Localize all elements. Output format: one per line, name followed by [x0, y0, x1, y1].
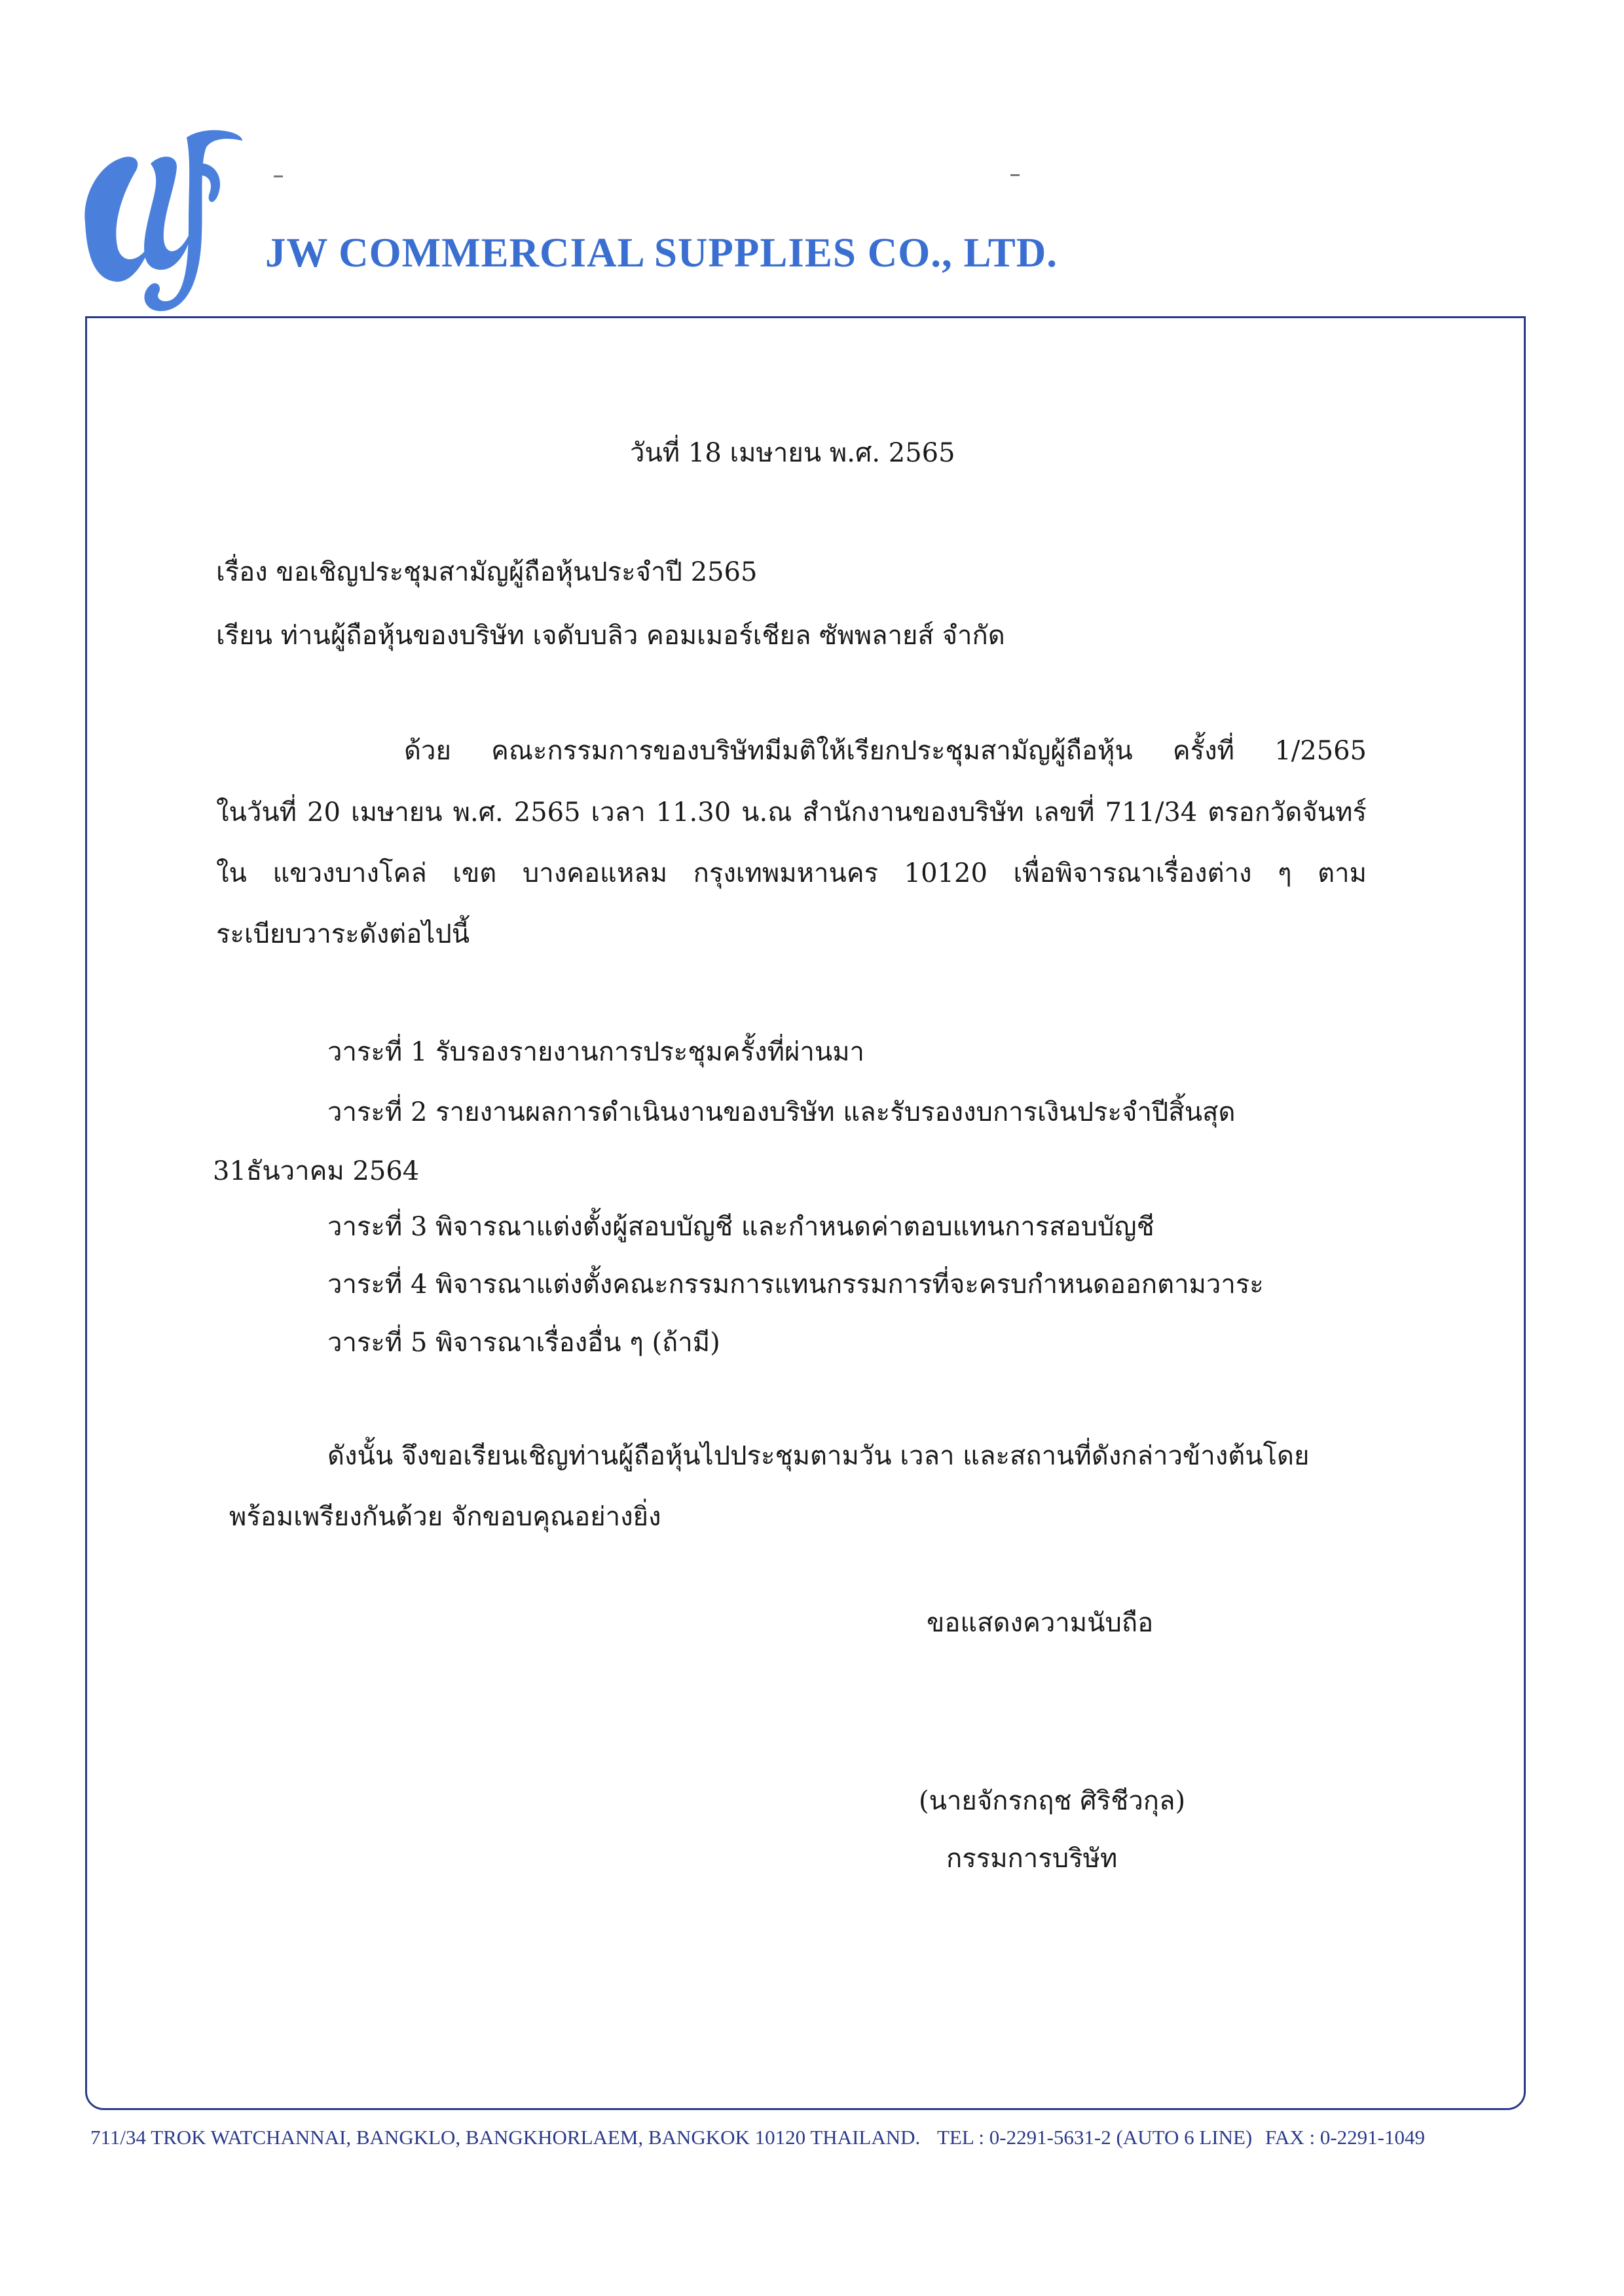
body-line: ระเบียบวาระดังต่อไปนี้: [216, 919, 470, 949]
sign-off: ขอแสดงความนับถือ: [927, 1608, 1154, 1638]
footer-address: 711/34 TROK WATCHANNAI, BANGKLO, BANGKHORLAEM, BANGKOK 10120 THAILAND.: [90, 2126, 921, 2149]
agenda-item: วาระที่ 2 รายงานผลการดำเนินงานของบริษัท และรับรองงบการเงินประจำปีสิ้นสุด: [327, 1097, 1236, 1127]
scan-speck: [274, 175, 283, 177]
agenda-item: วาระที่ 3 พิจารณาแต่งตั้งผู้สอบบัญชี และกำหนดค่าตอบแทนการสอบบัญชี: [327, 1212, 1154, 1242]
letter-date: วันที่ 18 เมษายน พ.ศ. 2565: [630, 438, 955, 468]
closing-line: ดังนั้น จึงขอเรียนเชิญท่านผู้ถือหุ้นไปประชุมตามวัน เวลา และสถานที่ดังกล่าวข้างต้นโดย: [327, 1441, 1310, 1471]
footer-contact: [90, 2126, 1538, 2149]
company-name: JW COMMERCIAL SUPPLIES CO., LTD.: [265, 230, 1058, 276]
letter-subject: เรื่อง ขอเชิญประชุมสามัญผู้ถือหุ้นประจำปี 2565: [216, 557, 758, 587]
footer-tel: TEL : 0-2291-5631-2 (AUTO 6 LINE): [937, 2126, 1253, 2149]
signatory-name: (นายจักรกฤช ศิริชีวกุล): [919, 1786, 1186, 1816]
body-line: ในวันที่ 20 เมษายน พ.ศ. 2565 เวลา 11.30 น.ณ สำนักงานของบริษัท เลขที่ 711/34 ตรอกวัดจันทร์: [216, 797, 1367, 828]
footer-fax: FAX : 0-2291-1049: [1265, 2126, 1425, 2149]
body-line: ใน แขวงบางโคล่ เขต บางคอแหลม กรุงเทพมหานคร 10120 เพื่อพิจารณาเรื่องต่าง ๆ ตาม: [216, 858, 1367, 888]
agenda-item: วาระที่ 1 รับรองรายงานการประชุมครั้งที่ผ่านมา: [327, 1037, 865, 1067]
closing-line: พร้อมเพรียงกันด้วย จักขอบคุณอย่างยิ่ง: [229, 1502, 661, 1532]
scan-speck: [1010, 174, 1020, 176]
agenda-item-continuation: 31ธันวาคม 2564: [213, 1156, 420, 1186]
company-logo: [79, 124, 249, 314]
letter-recipient: เรียน ท่านผู้ถือหุ้นของบริษัท เจดับบลิว คอมเมอร์เชียล ซัพพลายส์ จำกัด: [216, 621, 1005, 651]
body-line: ด้วย คณะกรรมการของบริษัทมีมติให้เรียกประชุมสามัญผู้ถือหุ้น ครั้งที่ 1/2565: [404, 736, 1367, 766]
signatory-title: กรรมการบริษัท: [946, 1844, 1118, 1874]
agenda-item: วาระที่ 5 พิจารณาเรื่องอื่น ๆ (ถ้ามี): [327, 1328, 720, 1358]
agenda-item: วาระที่ 4 พิจารณาแต่งตั้งคณะกรรมการแทนกรรมการที่จะครบกำหนดออกตามวาระ: [327, 1269, 1264, 1300]
